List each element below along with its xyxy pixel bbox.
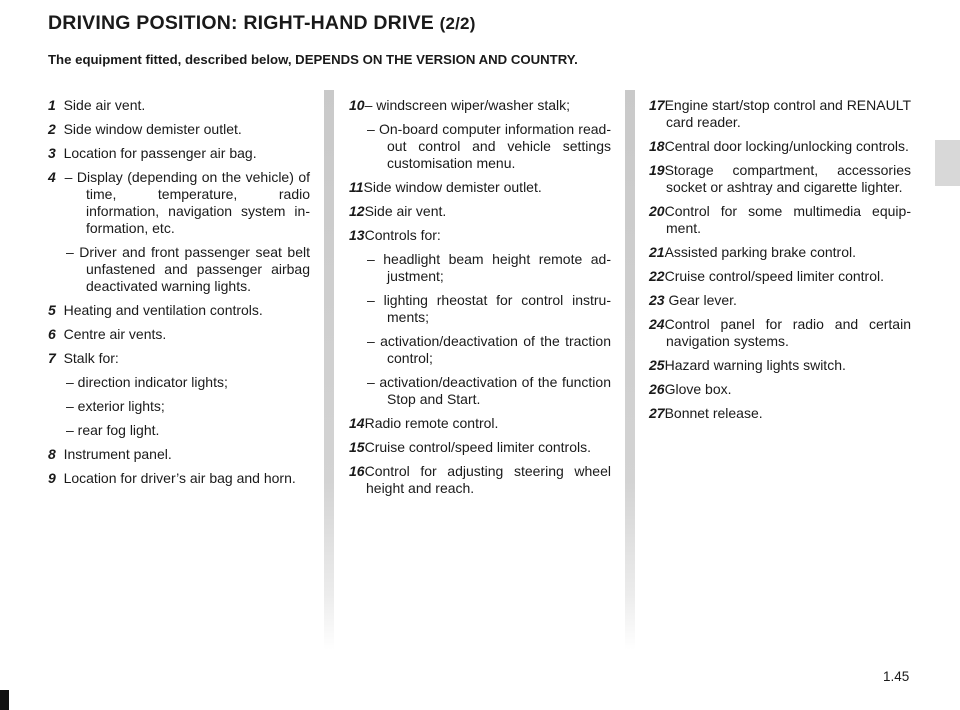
item-number: 13 — [349, 227, 365, 243]
item-text: Control for adjusting steering wheel height and reach. — [364, 463, 611, 496]
item-number: 21 — [649, 244, 665, 260]
item-number: 17 — [649, 97, 665, 113]
item-number: 11 — [349, 179, 364, 195]
item-text: Cruise control/speed limiter controls. — [364, 439, 591, 455]
item-number: 3 — [48, 145, 56, 161]
list-item — [349, 439, 611, 456]
list-item — [48, 326, 310, 343]
list-item — [349, 203, 611, 220]
item-text: Bonnet release. — [664, 405, 763, 421]
item-text: Instrument panel. — [63, 446, 172, 462]
item-text: Control for some multimedia equipment. — [664, 203, 911, 236]
list-subitem: – direction indicator lights; — [66, 374, 228, 390]
list-item — [649, 405, 911, 422]
column-left — [48, 97, 310, 494]
item-number: 2 — [48, 121, 56, 137]
list-item — [649, 138, 911, 155]
item-number: 4 — [48, 169, 56, 185]
list-item — [349, 97, 611, 114]
item-text: Glove box. — [664, 381, 732, 397]
page-title — [48, 12, 476, 35]
list-item — [48, 302, 310, 319]
item-text: Side window demister outlet. — [63, 121, 242, 137]
item-number: 23 — [649, 292, 665, 308]
item-number: 16 — [349, 463, 365, 479]
item-text: Assisted parking brake control. — [664, 244, 857, 260]
item-text: Storage compartment, accessories socket or ashtray and cigarette lighter. — [664, 162, 911, 195]
column-divider-left — [324, 90, 334, 650]
item-text: Side air vent. — [364, 203, 447, 219]
list-item — [649, 162, 911, 196]
list-item — [649, 357, 911, 374]
item-number: 12 — [349, 203, 365, 219]
item-number: 5 — [48, 302, 56, 318]
list-item — [349, 415, 611, 432]
list-subitem: – Driver and front passenger seat belt unfastened and passenger airbag deactivated warning lights. — [66, 244, 310, 294]
list-item — [349, 463, 611, 497]
list-subitem: – On-board computer information read-out control and vehicle settings customisation menu. — [367, 121, 611, 171]
item-number: 8 — [48, 446, 56, 462]
item-text: Cruise control/speed limiter control. — [664, 268, 884, 284]
item-text: Location for driver’s air bag and horn. — [63, 470, 296, 486]
list-item — [649, 316, 911, 350]
item-number: 18 — [649, 138, 665, 154]
list-item — [48, 169, 310, 237]
crop-mark — [0, 690, 9, 710]
list-item — [649, 244, 911, 261]
list-item — [349, 179, 611, 196]
item-text: Radio remote control. — [364, 415, 499, 431]
item-text: Heating and ventilation controls. — [63, 302, 263, 318]
item-text: Central door locking/unlocking controls. — [664, 138, 909, 154]
list-item — [649, 381, 911, 398]
page-title-text: DRIVING POSITION: RIGHT-HAND DRIVE — [48, 12, 434, 34]
item-text: Centre air vents. — [63, 326, 167, 342]
list-item — [48, 121, 310, 138]
item-number: 15 — [349, 439, 365, 455]
item-text: Control panel for radio and certain navigation systems. — [664, 316, 911, 349]
list-item — [48, 350, 310, 367]
item-text: Controls for: — [364, 227, 441, 243]
list-item — [649, 97, 911, 131]
list-item — [649, 268, 911, 285]
item-number: 14 — [349, 415, 365, 431]
page-number: 1.45 — [883, 669, 910, 684]
item-text: Side window demister outlet. — [363, 179, 542, 195]
item-text: Hazard warning lights switch. — [664, 357, 846, 373]
item-text: Stalk for: — [63, 350, 119, 366]
list-subitem: – activation/deactivation of the traction control; — [367, 333, 611, 366]
list-item — [349, 227, 611, 244]
item-text: Location for passenger air bag. — [63, 145, 257, 161]
list-subitem: – lighting rheostat for control instruments; — [367, 292, 611, 325]
item-number: 27 — [649, 405, 665, 421]
item-text: Gear lever. — [664, 292, 737, 308]
item-number: 25 — [649, 357, 665, 373]
item-number: 24 — [649, 316, 665, 332]
list-item — [649, 292, 911, 309]
list-subitem: – activation/deactivation of the function Stop and Start. — [367, 374, 611, 407]
list-subitem: – headlight beam height remote adjustment; — [367, 251, 611, 284]
list-item — [649, 203, 911, 237]
item-text: Side air vent. — [63, 97, 146, 113]
item-number: 22 — [649, 268, 665, 284]
column-middle — [349, 97, 611, 504]
column-divider-right — [625, 90, 635, 650]
section-tab — [935, 140, 960, 186]
item-number: 20 — [649, 203, 665, 219]
item-number: 26 — [649, 381, 665, 397]
item-number: 6 — [48, 326, 56, 342]
list-subitem: – rear fog light. — [66, 422, 160, 438]
list-item — [48, 470, 310, 487]
item-text: Engine start/stop control and RENAULT card reader. — [664, 97, 911, 130]
item-number: 7 — [48, 350, 56, 366]
page-part-indicator: (2/2) — [439, 14, 476, 33]
list-item — [48, 446, 310, 463]
item-text: – windscreen wiper/washer stalk; — [364, 97, 570, 113]
item-number: 10 — [349, 97, 365, 113]
list-subitem: – exterior lights; — [66, 398, 165, 414]
item-number: 9 — [48, 470, 56, 486]
list-item — [48, 145, 310, 162]
item-text: – Display (depending on the vehicle) of time, temperature, radio information, navigation system information, etc. — [64, 169, 310, 236]
page-subtitle: The equipment fitted, described below, DEPENDS ON THE VERSION AND COUNTRY. — [48, 52, 578, 67]
item-number: 19 — [649, 162, 665, 178]
item-number: 1 — [48, 97, 56, 113]
column-right — [649, 97, 911, 429]
list-item — [48, 97, 310, 114]
